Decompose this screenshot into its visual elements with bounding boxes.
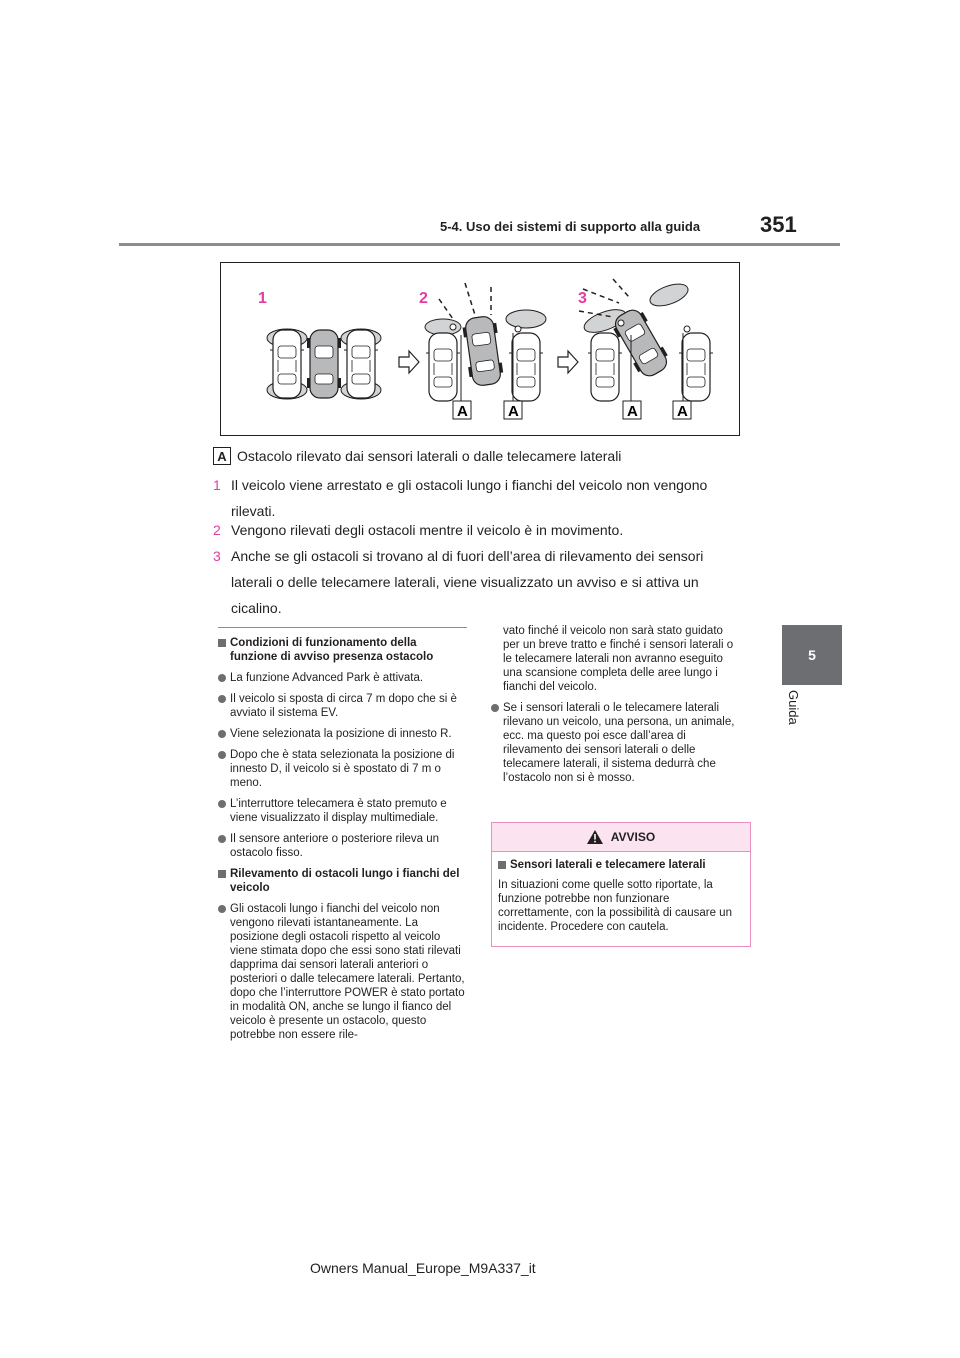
warning-box [491, 822, 751, 947]
figure-step-label-2: 2 [419, 290, 428, 307]
legend-text: Ostacolo rilevato dai sensori laterali o dalle telecamere laterali [237, 448, 622, 464]
section-heading: Rilevamento di ostacoli lungo i fianchi del veicolo [218, 867, 466, 895]
step-number: 3 [213, 548, 221, 564]
step-text: Il veicolo viene arrestato e gli ostacoli lungo i fianchi del veicolo non vengono rilevati. [231, 477, 708, 519]
chapter-tab [782, 625, 842, 685]
warning-subheading: Sensori laterali e telecamere laterali [498, 858, 744, 872]
figure-a-box-3-label: A [627, 403, 638, 420]
panel-2 [425, 283, 546, 401]
divider [218, 627, 467, 628]
panel-1 [267, 329, 381, 399]
chapter-label-text: Guida [786, 690, 801, 725]
warning-icon [587, 830, 603, 844]
parking-illustration [221, 263, 739, 435]
warning-text: In situazioni come quelle sotto riportate, la funzione potrebbe non funzionare correttamente, con la possibilità di causare un incidente. Procedere con cautela. [498, 879, 732, 933]
footer-text: Owners Manual_Europe_M9A337_it [310, 1260, 536, 1276]
continued-text: vato finché il veicolo non sarà stato guidato per un breve tratto e finché i sensori laterali o le telecamere laterali non avranno eseguito una scansione completa delle aree lungo i fianchi del veicolo. [503, 625, 734, 693]
bullet-item: La funzione Advanced Park è attivata. [218, 671, 466, 685]
bullet-item: Viene selezionata la posizione di innesto R. [218, 727, 466, 741]
arrow-2 [558, 351, 578, 373]
section-title: 5-4. Uso dei sistemi di supporto alla guida [440, 219, 701, 234]
figure-step-label-3: 3 [578, 290, 587, 307]
figure-step-label-1: 1 [258, 290, 267, 307]
step-3 [213, 543, 733, 621]
header-rule [119, 243, 840, 246]
page-number: 351 [760, 212, 797, 237]
right-column [491, 624, 739, 792]
figure-a-box-1 [453, 401, 471, 420]
bullet-item: Se i sensori laterali o le telecamere laterali rilevano un veicolo, una persona, un animale, ecc. ma questo poi esce dall’area di rilevamento dei sensori laterali o delle telecamere laterali, il sistema dedurrà che l’ostacolo non si è mosso. [491, 701, 739, 785]
bullet-item: Gli ostacoli lungo i fianchi del veicolo non vengono rilevati istantaneamente. La posizione degli ostacoli rispetto al veicolo viene stimata dopo che essi sono stati rilevati dapprima dai sensori laterali anteriori o posteriori o dalle telecamere laterali. Pertanto, dopo che l’interruttore POWER è stato portato in modalità ON, anche se lungo il fianco del veicolo è presente un ostacolo, questo potrebbe non essere rile- [218, 902, 466, 1042]
step-2 [213, 517, 733, 543]
legend [213, 447, 621, 465]
bullet-item: Il veicolo si sposta di circa 7 m dopo che si è avviato il sistema EV. [218, 692, 466, 720]
figure-a-box-2-label: A [508, 403, 519, 420]
step-text: Anche se gli ostacoli si trovano al di fuori dell’area di rilevamento dei sensori laterali o delle telecamere laterali, viene visualizzato un avviso e si attiva un cicalino. [231, 548, 704, 616]
section-heading: Condizioni di funzionamento della funzione di avviso presenza ostacolo [218, 636, 466, 664]
warning-title: AVVISO [610, 830, 656, 844]
figure-a-box-3 [623, 401, 641, 420]
figure-a-box-4 [673, 401, 691, 420]
figure-a-box-4-label: A [677, 403, 688, 420]
warning-header [492, 823, 750, 852]
chapter-number: 5 [808, 647, 816, 663]
bullet-item: Dopo che è stata selezionata la posizione di innesto D, il veicolo si è spostato di 7 m o meno. [218, 748, 466, 790]
bullet-item: Il sensore anteriore o posteriore rileva un ostacolo fisso. [218, 832, 466, 860]
bullet-item: L’interruttore telecamera è stato premuto e viene visualizzato il display multimediale. [218, 797, 466, 825]
arrow-1 [399, 351, 419, 373]
chapter-label [783, 690, 805, 750]
step-number: 1 [213, 477, 221, 493]
panel-3 [579, 279, 713, 401]
figure-a-box-2 [504, 401, 522, 420]
figure-a-box-1-label: A [457, 403, 468, 420]
left-column [218, 636, 466, 1049]
step-text: Vengono rilevati degli ostacoli mentre il veicolo è in movimento. [231, 522, 624, 538]
illustration-frame [220, 262, 740, 436]
step-number: 2 [213, 522, 221, 538]
legend-box: A [213, 447, 231, 465]
